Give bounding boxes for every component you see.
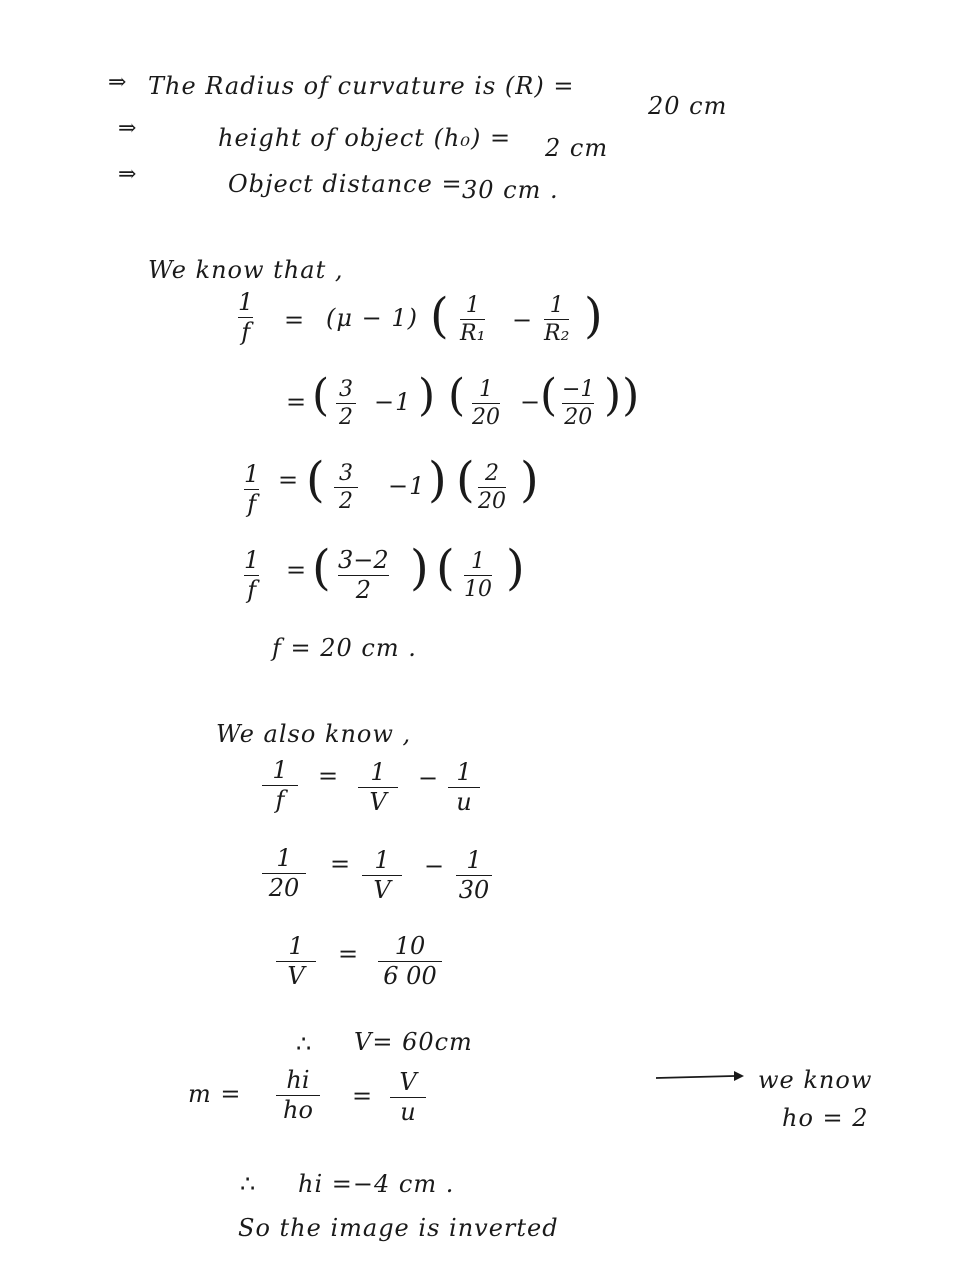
one-over-f-4: 1 f xyxy=(262,758,298,813)
paren-open-8: ( xyxy=(436,540,456,596)
conclusion-statement: So the image is inverted xyxy=(238,1214,559,1242)
minus-2: − xyxy=(520,388,542,416)
three-over-two-2: 3 2 xyxy=(334,462,358,513)
paren-close-8: ) xyxy=(506,540,526,596)
one-over-v-2: 1 V xyxy=(362,848,402,903)
therefore-1: ∴ xyxy=(296,1030,313,1058)
paren-open-7: ( xyxy=(312,540,332,596)
given-distance-value: 30 cm . xyxy=(462,176,559,204)
minus-one-2: −1 xyxy=(388,472,426,500)
equals-8: = xyxy=(352,1082,374,1110)
one-over-f-2: 1 f xyxy=(244,460,260,519)
given-distance-label: Object distance = xyxy=(228,170,463,198)
one-over-twenty-1: 1 20 xyxy=(472,377,500,431)
hi-over-ho: hi ho xyxy=(276,1068,320,1123)
one-over-R1: 1 R₁ xyxy=(460,293,486,347)
one-over-u-1: 1 u xyxy=(448,760,480,815)
magnification-m: m = xyxy=(188,1080,242,1108)
paren-open-1: ( xyxy=(430,288,450,344)
paren-close-4: )) xyxy=(604,370,641,421)
equals-5: = xyxy=(318,762,340,790)
three-over-two-1: 3 2 xyxy=(336,378,356,429)
given-radius-label: The Radius of curvature is (R) = xyxy=(148,72,575,100)
ten-over-six-hundred: 10 6 00 xyxy=(378,934,442,989)
given-height-label: height of object (h₀) = xyxy=(218,124,512,152)
paren-open-4: ( xyxy=(540,370,559,421)
given-radius-value: 20 cm xyxy=(648,92,728,120)
right-arrow-icon xyxy=(654,1068,744,1088)
minus-one-1: −1 xyxy=(374,388,412,416)
image-distance-result: V= 60cm xyxy=(354,1028,473,1056)
two-over-twenty: 2 20 xyxy=(478,461,506,515)
paren-close-2: ) xyxy=(418,370,437,421)
one-over-f-1: 1 f xyxy=(238,288,254,347)
implies-arrow-1: ⇒ xyxy=(108,70,127,95)
mu-minus-one: (μ − 1) xyxy=(326,304,418,332)
one-over-twenty-2: 1 20 xyxy=(262,846,306,901)
neg-one-over-twenty: −1 20 xyxy=(562,377,595,431)
equals-6: = xyxy=(330,850,352,878)
hi-result: hi =−4 cm . xyxy=(298,1170,455,1198)
given-height-value: 2 cm xyxy=(545,134,609,162)
implies-arrow-2: ⇒ xyxy=(118,116,137,141)
one-over-v-3: 1 V xyxy=(276,934,316,989)
equals-1: = xyxy=(284,306,306,334)
one-over-v-1: 1 V xyxy=(358,760,398,815)
paren-open-5: ( xyxy=(306,452,326,508)
one-over-thirty: 1 30 xyxy=(456,848,492,903)
lens-intro: We know that , xyxy=(148,256,344,284)
equals-3: = xyxy=(278,466,300,494)
paren-close-7: ) xyxy=(410,540,430,596)
one-over-f-3: 1 f xyxy=(244,546,260,605)
equals-2: = xyxy=(286,388,308,416)
mirror-intro: We also know , xyxy=(216,720,412,748)
one-over-ten: 1 10 xyxy=(464,549,492,603)
minus-4: − xyxy=(424,852,446,880)
paren-close-1: ) xyxy=(584,288,604,344)
therefore-2: ∴ xyxy=(240,1170,257,1198)
three-minus-two-over-two: 3−2 2 xyxy=(338,546,389,605)
one-over-R2: 1 R₂ xyxy=(544,293,570,347)
minus-3: − xyxy=(418,764,440,792)
equals-7: = xyxy=(338,940,360,968)
v-over-u: V u xyxy=(390,1070,426,1125)
implies-arrow-3: ⇒ xyxy=(118,162,137,187)
focal-length-result: f = 20 cm . xyxy=(272,634,417,662)
minus-1: − xyxy=(512,306,534,334)
paren-open-2: ( xyxy=(312,370,331,421)
equals-4: = xyxy=(286,556,308,584)
paren-open-6: ( xyxy=(456,452,476,508)
note-we-know: we know xyxy=(758,1066,873,1094)
note-ho-value: ho = 2 xyxy=(782,1104,869,1132)
paren-close-5: ) xyxy=(428,452,448,508)
paren-open-3: ( xyxy=(448,370,467,421)
paren-close-6: ) xyxy=(520,452,540,508)
